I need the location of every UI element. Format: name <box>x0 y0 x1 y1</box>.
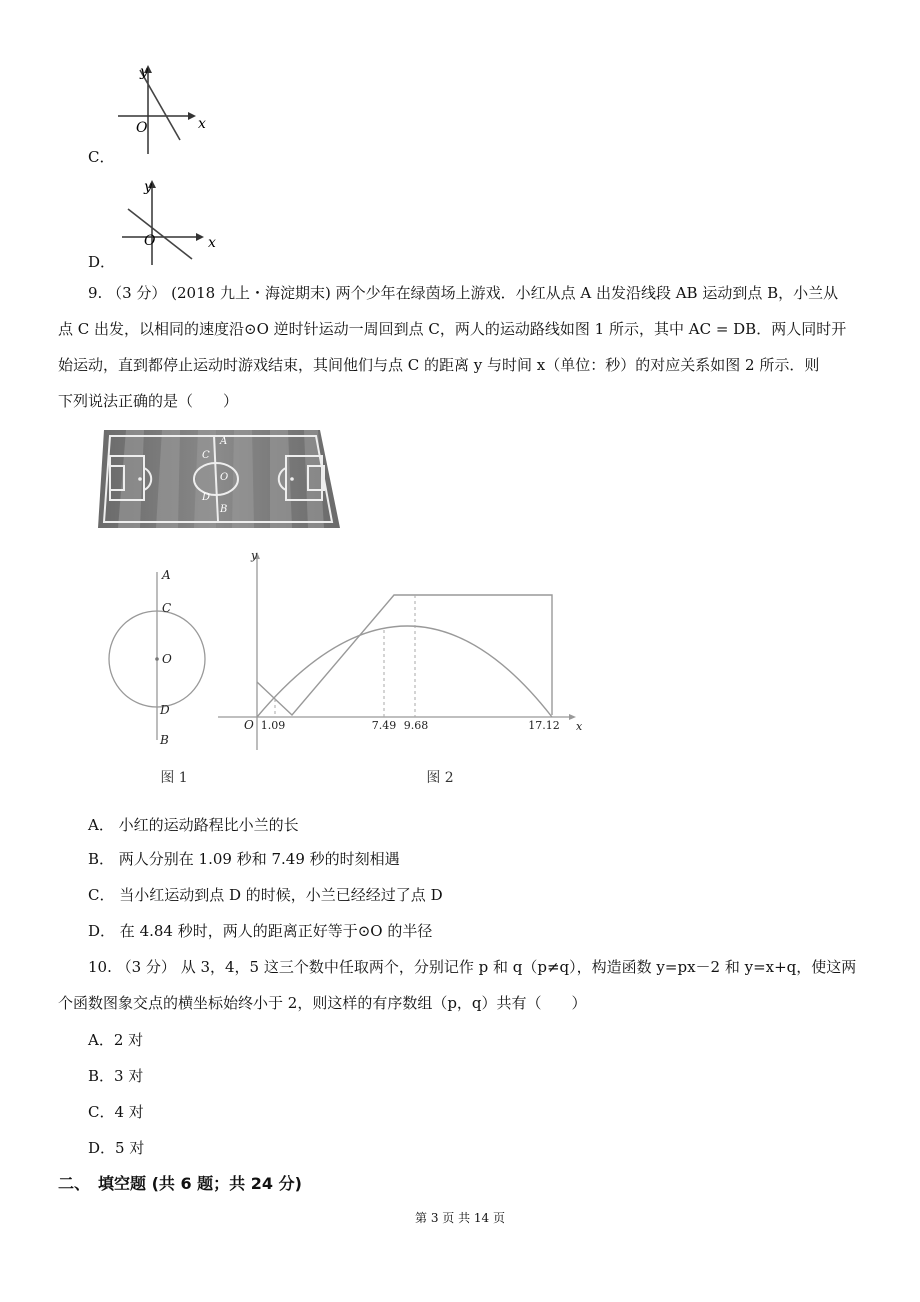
q10-option-c: C．4 对 <box>88 1103 144 1121</box>
q9-option-c: C． 当小红运动到点 D 的时候，小兰已经经过了点 D <box>88 886 443 904</box>
q9-line-1: 9. （3 分） (2018 九上・海淀期末) 两个少年在绿茵场上游戏．小红从点 A 出发沿线段 AB 运动到点 B，小兰从 <box>88 284 839 302</box>
soccer-field-image <box>96 428 346 532</box>
fig2-x-label: x <box>576 720 583 733</box>
fig2-y-label: y <box>251 549 258 562</box>
q10-line-1: 10. （3 分） 从 3，4，5 这三个数中任取两个，分别记作 p 和 q（p≠q），构造函数 y=px－2 和 y=x+q，使这两 <box>88 958 857 976</box>
figure-2-graph <box>210 545 600 790</box>
fig2-caption: 图 2 <box>426 770 454 786</box>
q9-option-b: B． 两人分别在 1.09 秒和 7.49 秒的时刻相遇 <box>88 850 400 868</box>
page-footer: 第 3 页 共 14 页 <box>415 1211 505 1225</box>
field-label-d: D <box>202 492 211 503</box>
figure-1-diagram <box>100 562 220 792</box>
q9-line-4: 下列说法正确的是（ ） <box>58 392 239 410</box>
tick-label-2: 7.49 <box>371 719 397 732</box>
origin-label: O <box>136 120 148 136</box>
section-2-heading: 二、 填空题 (共 6 题；共 24 分) <box>58 1174 302 1193</box>
fig1-label-d: D <box>160 703 170 717</box>
field-label-c: C <box>202 450 210 461</box>
field-label-a: A <box>220 436 228 447</box>
q9-line-2: 点 C 出发，以相同的速度沿⊙O 逆时针运动一周回到点 C，两人的运动路线如图 1 所示，其中 AC = DB．两人同时开 <box>58 320 847 338</box>
q10-option-a: A．2 对 <box>88 1031 144 1049</box>
tick-label-4: 17.12 <box>528 719 560 732</box>
option-c-label: C． <box>88 148 115 166</box>
fig2-origin-label: O <box>244 718 254 732</box>
field-label-o: O <box>220 472 229 483</box>
q10-option-d: D．5 对 <box>88 1139 145 1157</box>
x-axis-label: x <box>208 235 216 251</box>
x-axis-label: x <box>198 116 206 132</box>
option-d-label: D． <box>88 253 116 271</box>
q10-option-b: B．3 对 <box>88 1067 144 1085</box>
field-label-b: B <box>220 504 228 515</box>
fig1-label-a: A <box>162 568 171 582</box>
fig1-label-c: C <box>162 601 172 615</box>
y-axis-label: y <box>140 64 148 80</box>
tick-label-1: 1.09 <box>260 719 286 732</box>
q9-line-3: 始运动，直到都停止运动时游戏结束，其间他们与点 C 的距离 y 与时间 x（单位：秒）的对应关系如图 2 所示．则 <box>58 356 820 374</box>
fig1-label-b: B <box>160 733 169 747</box>
q9-option-d: D． 在 4.84 秒时，两人的距离正好等于⊙O 的半径 <box>88 922 433 940</box>
tick-label-3: 9.68 <box>403 719 429 732</box>
origin-label: O <box>144 233 156 249</box>
y-axis-label: y <box>144 179 152 195</box>
q9-option-a: A． 小红的运动路程比小兰的长 <box>88 816 299 834</box>
option-d-graph <box>110 175 230 270</box>
fig1-label-o: O <box>162 652 172 666</box>
fig1-caption: 图 1 <box>160 770 188 786</box>
option-c-graph <box>110 62 220 157</box>
q10-line-2: 个函数图象交点的横坐标始终小于 2，则这样的有序数组（p，q）共有（ ） <box>58 994 587 1012</box>
